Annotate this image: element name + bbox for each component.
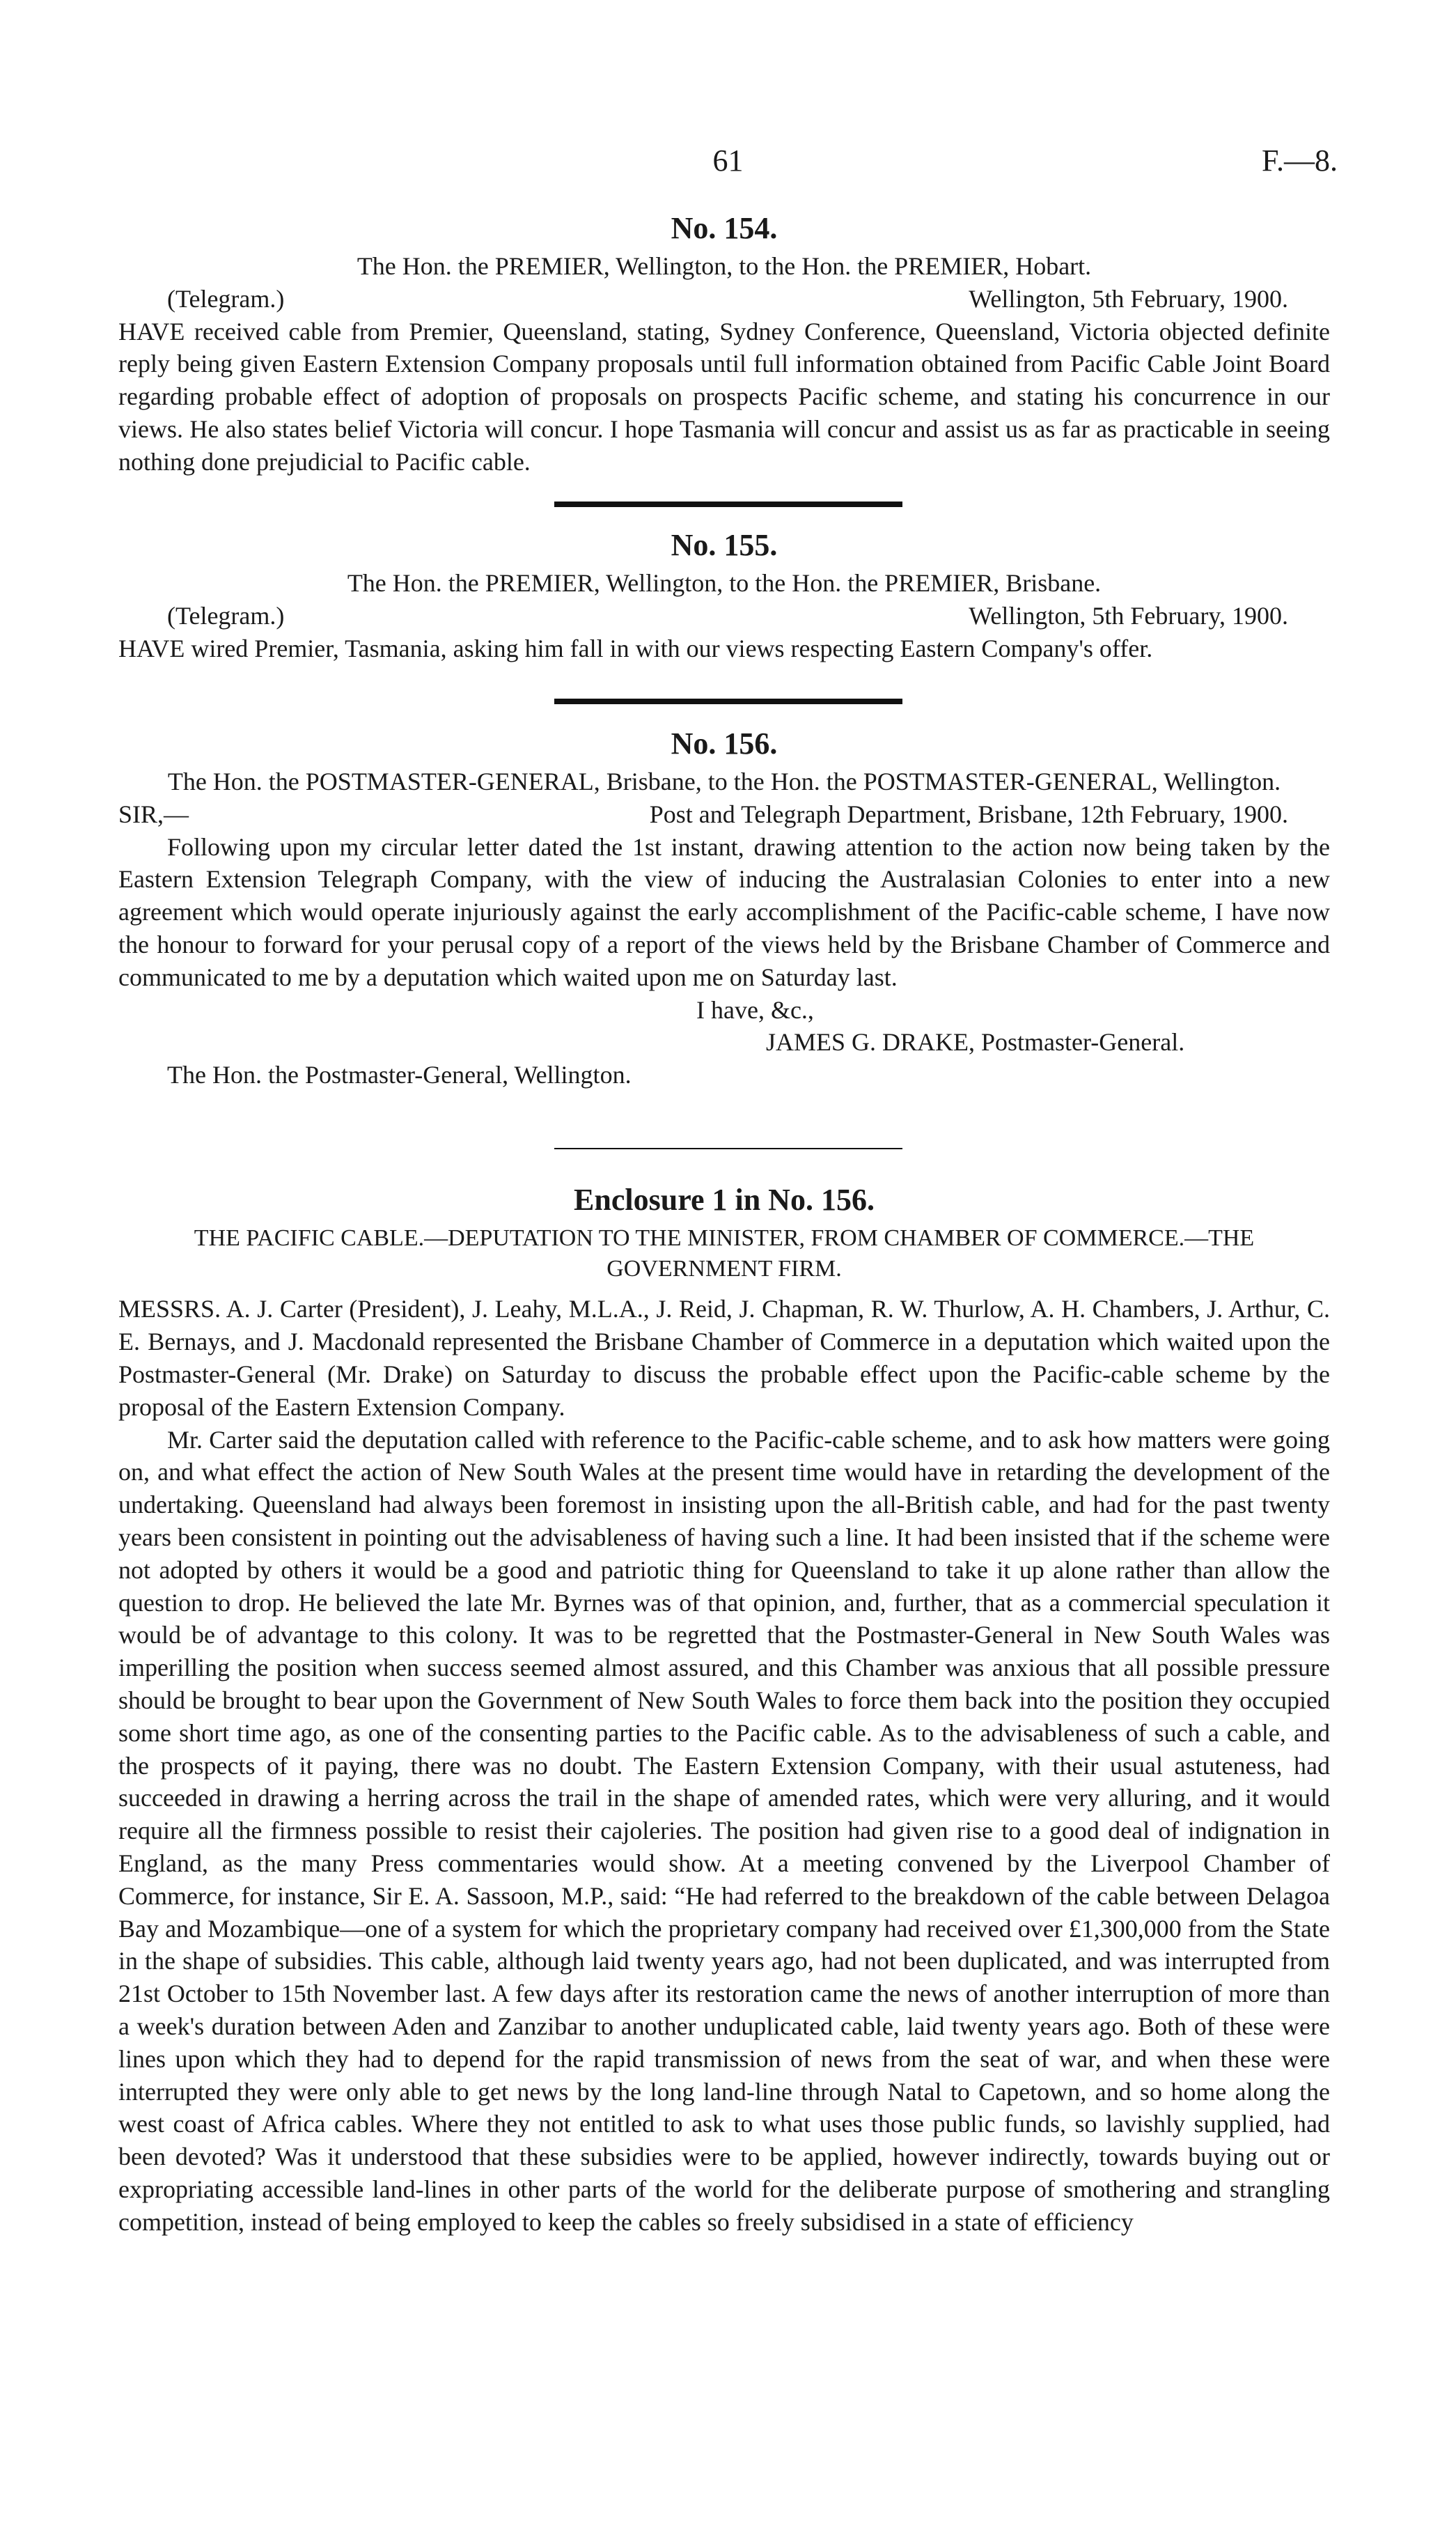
telegram-label: (Telegram.)	[167, 601, 285, 630]
address-no156: The Hon. the POSTMASTER-GENERAL, Brisbane, to the Hon. the POSTMASTER-GENERAL, Wellington.	[167, 768, 1281, 795]
enclosure-title: THE PACIFIC CABLE.—DEPUTATION TO THE MINISTER, FROM CHAMBER OF COMMERCE.—THE GOVERNMENT FIRM.	[194, 1225, 1255, 1282]
section-no155	[118, 526, 1330, 664]
place-date: Post and Telegraph Department, Brisbane, 12th February, 1900.	[649, 800, 1288, 828]
page-number: 61	[712, 143, 744, 178]
heading-no156: No. 156.	[671, 726, 778, 761]
salutation: SIR,—	[118, 800, 189, 828]
signature: JAMES G. DRAKE, Postmaster-General.	[766, 1028, 1185, 1057]
divider-thin	[0, 1148, 1456, 1149]
heading-enclosure: Enclosure 1 in No. 156.	[574, 1183, 875, 1217]
body-no155: HAVE wired Premier, Tasmania, asking him fall in with our views respecting Eastern Company's offer.	[118, 634, 1153, 662]
addressee: The Hon. the Postmaster-General, Wellington.	[167, 1061, 632, 1089]
closing: I have, &c.,	[696, 995, 814, 1024]
document-reference: F.—8.	[1262, 143, 1338, 178]
body-no154: HAVE received cable from Premier, Queensland, stating, Sydney Conference, Queensland, Victoria objected definite reply being given Eastern Extension Company proposals until full information obtained from Pacific Cable Joint Board regarding probable effect of adoption of proposals on prospects Pacific scheme, and stating his concurrence in our views. He also states belief Victoria will concur. I hope Tasmania will concur and assist us as far as practicable in seeing nothing done prejudicial to Pacific cable.	[118, 317, 1330, 476]
salutation-line	[118, 798, 1330, 831]
address-no155: The Hon. the PREMIER, Wellington, to the Hon. the PREMIER, Brisbane.	[347, 569, 1102, 597]
divider-thick-1	[0, 502, 1456, 507]
telegram-line-no155	[118, 600, 1330, 632]
enclosure-para2: Mr. Carter said the deputation called with reference to the Pacific-cable scheme, and to ask how matters were going on, and what effect the action of New South Wales at the present time would have in retarding the development of the undertaking. Queensland had always been foremost in insisting upon the all-British cable, and had for the past twenty years been consistent in pointing out the advisableness of having such a line. It had been insisted that if the scheme were not adopted by others it would be a good and patriotic thing for Queensland to take it up alone rather than allow the question to drop. He believed the late Mr. Byrnes was of that opinion, and, further, that as a commercial speculation it would be of advantage to this colony. It was to be regretted that the Postmaster-General in New South Wales was imperilling the position when success seemed almost assured, and this Chamber was anxious that all possible pressure should be brought to bear upon the Government of New South Wales to force them back into the position they occupied some short time ago, as one of the consenting parties to the Pacific cable. As to the advisableness of such a cable, and the prospects of it paying, there was no doubt. The Eastern Extension Company, with their usual astuteness, had succeeded in drawing a herring across the trail in the shape of amended rates, which were very alluring, and it would require all the firmness possible to resist their cajoleries. The position had given rise to a good deal of indignation in England, as the many Press commentaries would show. At a meeting convened by the Liverpool Chamber of Commerce, for instance, Sir E. A. Sassoon, M.P., said: “He had referred to the breakdown of the cable between Delagoa Bay and Mozambique—one of a system for which the proprietary company had received over £1,300,000 from the State in the shape of subsidies. This cable, although laid twenty years ago, had not been duplicated, and was interrupted from 21st October to 15th November last. A few days after its restoration came the news of another interruption of more than a week's duration between Aden and Zanzibar to another unduplicated cable, laid twenty years ago. Both of these were lines upon which they had to depend for the rapid transmission of news from the seat of war, and when these were interrupted they were only able to get news by the long land-line through Natal to Capetown, and so home along the west coast of Africa cables. Where they not entitled to ask to what uses those public funds, so lavishly supplied, had been devoted? Was it understood that these subsidies were to be applied, however indirectly, towards buying out or expropriating accessible land-lines in other parts of the world for the deliberate purpose of smothering and strangling competition, instead of being employed to keep the cables so freely subsidised in a state of efficiency	[118, 1425, 1330, 2236]
section-no156	[118, 724, 1330, 1091]
telegram-line-no154	[118, 283, 1330, 316]
place-date: Wellington, 5th February, 1900.	[969, 601, 1288, 630]
divider-thick-2	[0, 699, 1456, 704]
body-no156: Following upon my circular letter dated the 1st instant, drawing attention to the action now being taken by the Eastern Extension Telegraph Company, with the view of inducing the Australasian Colonies to enter into a new agreement which would operate injuriously against the early accomplishment of the Pacific-cable scheme, I have now the honour to forward for your perusal copy of a report of the views held by the Brisbane Chamber of Commerce and communicated to me by a deputation which waited upon me on Saturday last.	[118, 832, 1330, 991]
enclosure-para1: MESSRS. A. J. Carter (President), J. Leahy, M.L.A., J. Reid, J. Chapman, R. W. Thurlow, A. H. Chambers, J. Arthur, C. E. Bernays, and J. Macdonald represented the Brisbane Chamber of Commerce in a deputation which waited upon the Postmaster-General (Mr. Drake) on Saturday to discuss the probable effect upon the Pacific-cable scheme by the proposal of the Eastern Extension Company.	[118, 1295, 1330, 1421]
heading-no155: No. 155.	[671, 528, 778, 562]
section-no154	[118, 209, 1330, 479]
section-enclosure	[118, 1181, 1330, 2238]
heading-no154: No. 154.	[671, 211, 778, 245]
address-no154: The Hon. the PREMIER, Wellington, to the Hon. the PREMIER, Hobart.	[357, 252, 1092, 280]
place-date: Wellington, 5th February, 1900.	[969, 284, 1288, 313]
telegram-label: (Telegram.)	[167, 284, 285, 313]
